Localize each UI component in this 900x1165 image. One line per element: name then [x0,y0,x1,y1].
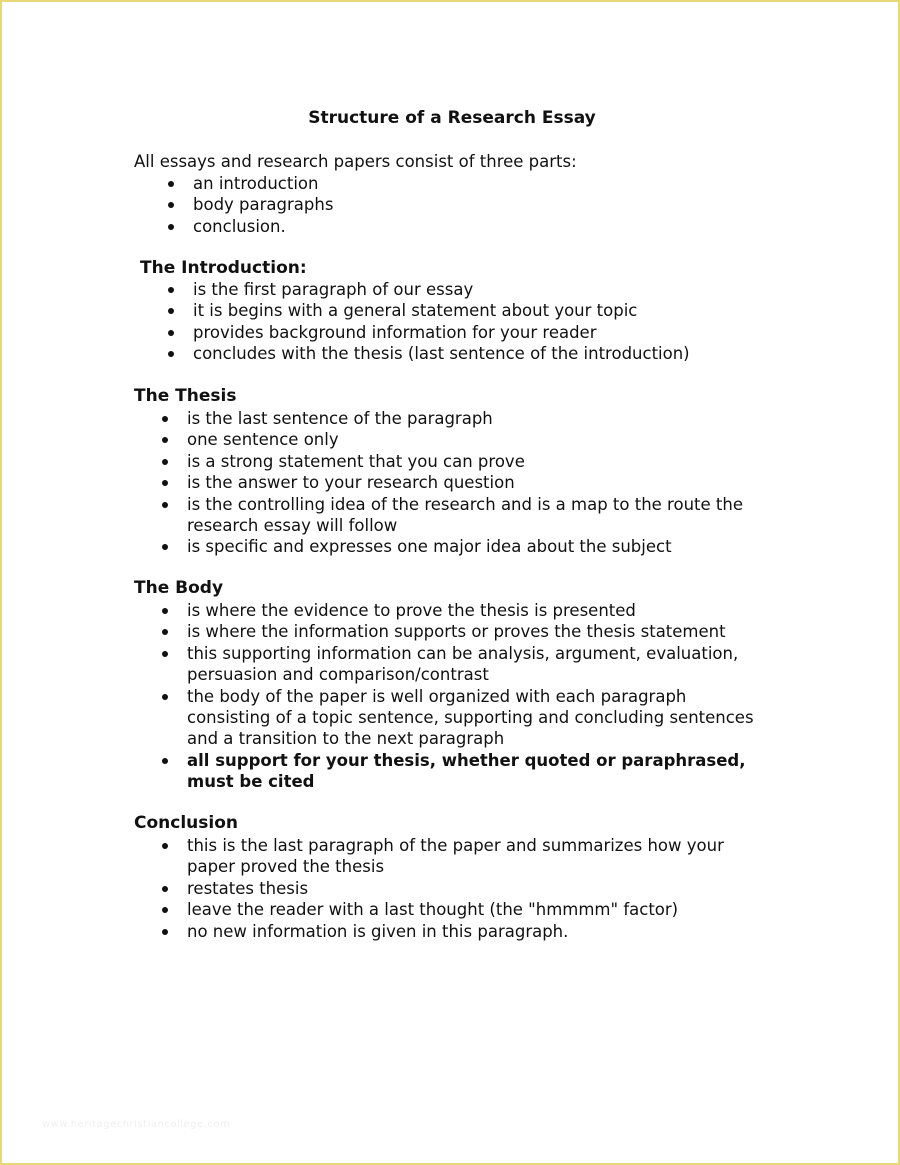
list-item-text: is specific and expresses one major idea about the subject [187,537,672,557]
introduction-heading: The Introduction: [140,258,307,278]
list-item-text: provides background information for your reader [193,322,597,342]
thesis-list [187,408,757,558]
list-item-text: no new information is given in this paragraph. [187,921,569,941]
page-title: Structure of a Research Essay [308,108,596,128]
list-item [187,600,772,621]
list-item [193,173,793,194]
list-item-text: conclusion. [193,216,286,236]
list-item [193,322,793,343]
bullet-icon [162,437,168,443]
list-item-text: this is the last paragraph of the paper and summarizes how your paper proved the thesis [187,836,724,877]
conclusion-heading: Conclusion [134,813,238,833]
list-item [187,621,772,642]
bullet-icon [162,608,168,614]
bullet-icon [162,480,168,486]
list-item [193,300,793,321]
list-item [187,429,757,450]
bullet-icon [162,758,168,764]
body-heading: The Body [134,578,224,598]
bullet-icon [162,886,168,892]
list-item [187,686,772,750]
list-item [187,494,757,537]
bullet-icon [162,544,168,550]
list-item-text: is the controlling idea of the research and is a map to the route the research essay will follow [187,494,743,536]
bullet-icon [162,907,168,913]
list-item-text: all support for your thesis, whether quoted or paraphrased, must be cited [187,750,746,792]
bullet-icon [168,181,174,187]
bullet-icon [162,459,168,465]
list-item-text: is the first paragraph of our essay [193,280,474,299]
parts-list [193,173,793,237]
intro-text: All essays and research papers consist of three parts: [134,152,577,171]
list-item-text: is where the information supports or proves the thesis statement [187,622,726,642]
list-item-text: is the answer to your research question [187,473,515,493]
list-item-text: it is begins with a general statement about your topic [193,301,638,321]
list-item [187,472,757,493]
bullet-icon [162,416,168,422]
introduction-list [193,279,793,365]
bullet-icon [168,308,174,314]
list-item-text: concludes with the thesis (last sentence of the introduction) [193,344,690,364]
list-item [193,279,793,300]
bullet-icon [168,351,174,357]
bullet-icon [162,502,168,508]
list-item [187,921,757,942]
body-list [187,600,772,793]
list-item [193,194,793,215]
thesis-heading: The Thesis [134,386,237,406]
list-item-text: the body of the paper is well organized with each paragraph consisting of a topic sentence, supporting and concluding sentences and a transition to the next paragraph [187,686,754,749]
bullet-icon [162,694,168,700]
list-item [187,451,757,472]
list-item [187,643,772,686]
bullet-icon [168,224,174,230]
bullet-icon [168,287,174,293]
bullet-icon [162,651,168,657]
bullet-icon [168,202,174,208]
bullet-icon [162,843,168,849]
list-item [187,536,757,557]
list-item [187,878,757,899]
list-item [193,343,793,364]
list-item-text: leave the reader with a last thought (the "hmmmm" factor) [187,900,679,920]
list-item-text: an introduction [193,174,319,193]
list-item-text: this supporting information can be analysis, argument, evaluation, persuasion and comparison/contrast [187,643,739,685]
list-item [187,835,757,878]
list-item [187,899,757,920]
list-item [193,216,793,237]
list-item-text: body paragraphs [193,195,334,215]
list-item-text: is a strong statement that you can prove [187,451,525,471]
list-item-text: one sentence only [187,430,339,450]
list-item-text: is the last sentence of the paragraph [187,409,493,428]
conclusion-list [187,835,757,942]
list-item-text: is where the evidence to prove the thesis is presented [187,601,636,620]
bullet-icon [162,629,168,635]
bullet-icon [168,330,174,336]
watermark: www.heritagechristiancollege.com [42,1119,231,1130]
list-item [187,408,757,429]
list-item [187,750,772,793]
bullet-icon [162,929,168,935]
list-item-text: restates thesis [187,878,309,898]
